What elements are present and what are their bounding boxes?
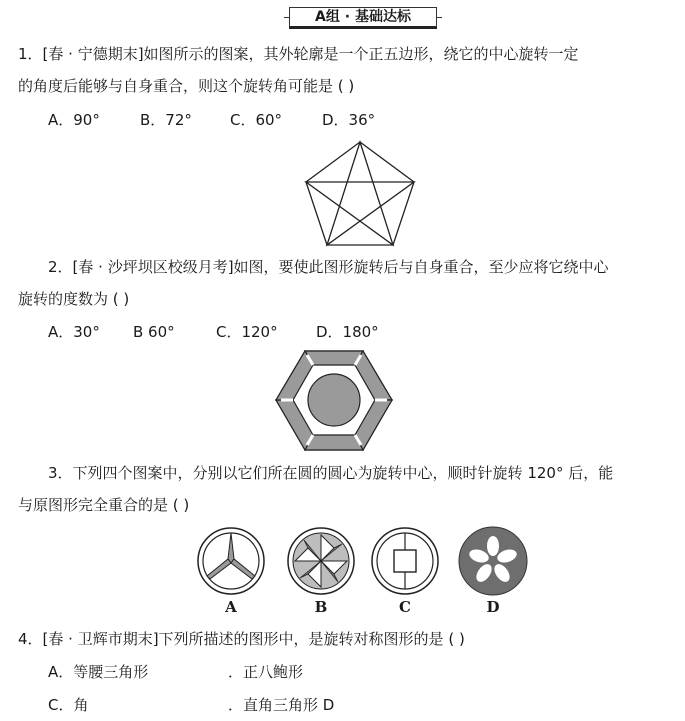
q4-option-b: ．正八鲍形 [228,663,304,681]
q3-text-line1: 3．下列四个图案中，分别以它们所在圆的圆心为旋转中心，顺时针旋转 120° 后，能 [48,464,614,482]
q1-text-line1: 1．[春 · 宁德期末]如图所示的图案，其外轮廓是一个正五边形，绕它的中心旋转一定 [18,45,579,63]
q1-option-d: D．36° [322,111,376,129]
figure-a-label: A [225,598,237,616]
q2-option-c: C．120° [216,323,278,341]
q2-option-d: D．180° [316,323,379,341]
q2-text-line1: 2．[春 · 沙坪坝区校级月考]如图，要使此图形旋转后与自身重合，至少应将它绕中心 [48,258,609,276]
figure-d-label: D [486,598,500,616]
q3-text-line2: 与原图形完全重合的是 ( ) [18,496,190,514]
q2-text-line2: 旋转的度数为 ( ) [18,290,130,308]
figure-c-label: C [399,598,411,616]
figure-a-tri-star [196,526,266,596]
hexagon-rotation-figure [275,349,393,452]
q4-option-c: C．角 [48,696,89,714]
section-header: A组 · 基础达标 [289,7,437,29]
figure-b-pinwheel [286,526,356,596]
q1-text-line2: 的角度后能够与自身重合，则这个旋转角可能是 ( ) [18,77,355,95]
q1-option-b: B．72° [140,111,192,129]
figure-c-coin [370,526,440,596]
figure-d-flower [458,526,528,596]
q1-option-a: A．90° [48,111,100,129]
q4-option-d: ．直角三角形 D [228,696,335,714]
figure-b-label: B [314,598,328,616]
q4-option-a: A．等腰三角形 [48,663,149,681]
q2-option-b: B 60° [133,323,175,341]
q1-option-c: C．60° [230,111,283,129]
q2-option-a: A．30° [48,323,100,341]
q4-text-line1: 4．[春 · 卫辉市期末]下列所描述的图形中，是旋转对称图形的是 ( ) [18,630,465,648]
pentagon-star-figure [300,138,420,250]
